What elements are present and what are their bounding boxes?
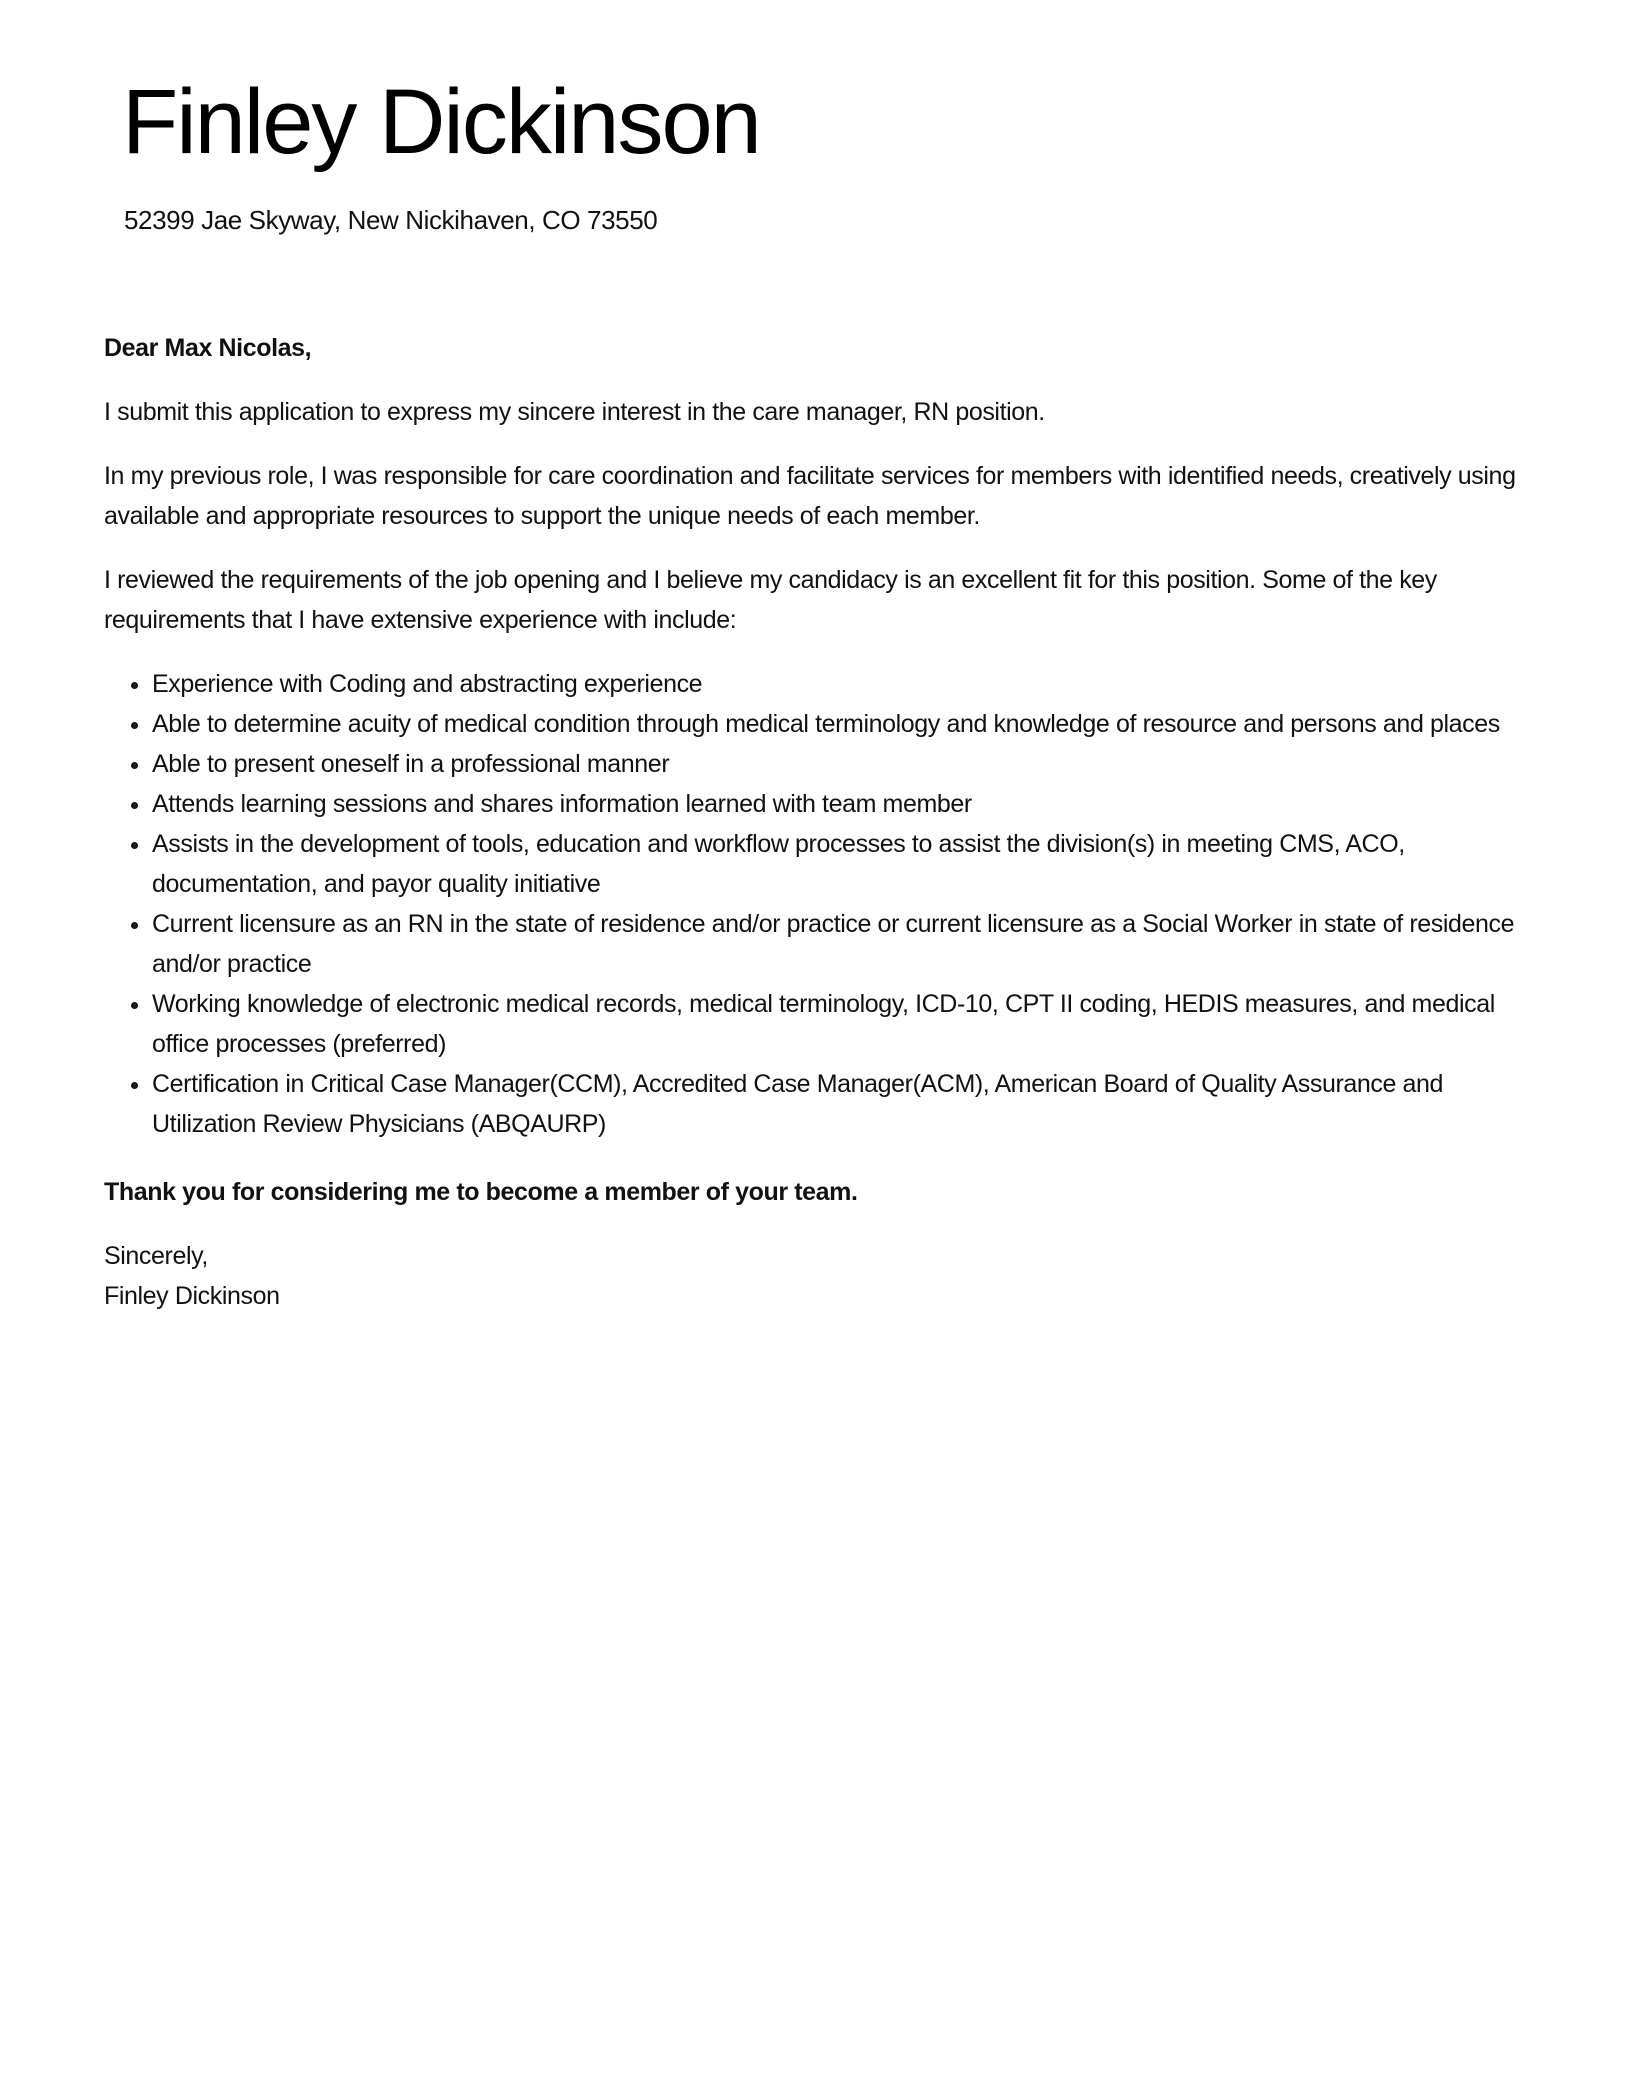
list-item: • Experience with Coding and abstracting experience [152,664,1534,704]
requirements-list [104,664,1534,1144]
paragraph-previous-role: In my previous role, I was responsible for care coordination and facilitate services for members with identified needs, creatively using available and appropriate resources to support the unique needs of each member. [104,462,1516,530]
letter-body [104,328,1534,1316]
list-item: • Working knowledge of electronic medical records, medical terminology, ICD-10, CPT II coding, HEDIS measures, and medical office processes (preferred) [152,984,1534,1064]
signature-name: Finley Dickinson [104,1282,280,1310]
thanks-line: Thank you for considering me to become a member of your team. [104,1178,858,1206]
list-item: • Certification in Critical Case Manager(CCM), Accredited Case Manager(ACM), American Board of Quality Assurance and Utilization Review Physicians (ABQAURP) [152,1064,1534,1144]
list-item: • Current licensure as an RN in the state of residence and/or practice or current licensure as a Social Worker in state of residence and/or practice [152,904,1534,984]
paragraph-requirements: I reviewed the requirements of the job opening and I believe my candidacy is an excellent fit for this position. Some of the key requirements that I have extensive experience with include: [104,566,1437,634]
list-item: • Able to present oneself in a professional manner [152,744,1534,784]
salutation: Dear Max Nicolas, [104,334,312,362]
list-item: • Able to determine acuity of medical condition through medical terminology and knowledge of resource and persons and places [152,704,1534,744]
signoff: Sincerely, [104,1242,208,1270]
applicant-name: Finley Dickinson [122,71,760,173]
list-item: • Attends learning sessions and shares information learned with team member [152,784,1534,824]
paragraph-intro: I submit this application to express my sincere interest in the care manager, RN position. [104,398,1045,426]
list-item: • Assists in the development of tools, education and workflow processes to assist the division(s) in meeting CMS, ACO, documentation, and payor quality initiative [152,824,1534,904]
applicant-address: 52399 Jae Skyway, New Nickihaven, CO 73550 [124,205,658,235]
